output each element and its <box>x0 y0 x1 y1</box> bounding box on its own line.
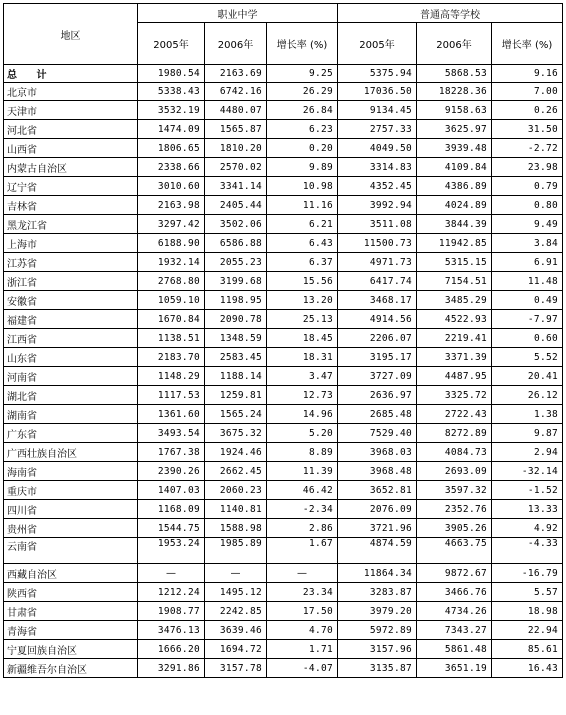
vocational-growth-cell: -4.07 <box>267 659 338 678</box>
region-cell: 云南省 <box>4 538 138 564</box>
higher-2005-cell: 4352.45 <box>338 177 417 196</box>
higher-2006-cell: 8272.89 <box>417 424 492 443</box>
vocational-2006-cell: 1810.20 <box>205 139 267 158</box>
table-row <box>4 215 563 234</box>
vocational-2006-cell: 1565.87 <box>205 120 267 139</box>
table-row <box>4 139 563 158</box>
table-row <box>4 177 563 196</box>
vocational-2005-cell: 1117.53 <box>138 386 205 405</box>
vocational-growth-cell: 13.20 <box>267 291 338 310</box>
region-cell: 河北省 <box>4 120 138 139</box>
higher-2005-cell: 3721.96 <box>338 519 417 538</box>
vocational-2005-cell: 1148.29 <box>138 367 205 386</box>
higher-2006-cell: 9158.63 <box>417 101 492 120</box>
higher-growth-cell: 85.61 <box>492 640 563 659</box>
higher-2006-cell: 3597.32 <box>417 481 492 500</box>
region-cell: 宁夏回族自治区 <box>4 640 138 659</box>
higher-growth-cell: 22.94 <box>492 621 563 640</box>
higher-2005-cell: 3511.08 <box>338 215 417 234</box>
vocational-2006-cell: 1694.72 <box>205 640 267 659</box>
vocational-growth-cell: 26.84 <box>267 101 338 120</box>
vocational-2006-cell: 1348.59 <box>205 329 267 348</box>
higher-growth-cell: 1.38 <box>492 405 563 424</box>
region-cell: 湖南省 <box>4 405 138 424</box>
vocational-2005-cell: — <box>138 564 205 583</box>
vocational-2006-cell: 1985.89 <box>205 538 267 564</box>
higher-2005-cell: 3283.87 <box>338 583 417 602</box>
vocational-2006-cell: 3341.14 <box>205 177 267 196</box>
higher-growth-cell: 6.91 <box>492 253 563 272</box>
region-cell: 上海市 <box>4 234 138 253</box>
vocational-growth-cell: 6.21 <box>267 215 338 234</box>
header-vocational-2005: 2005年 <box>138 23 205 65</box>
higher-2005-cell: 2685.48 <box>338 405 417 424</box>
higher-growth-cell: 13.33 <box>492 500 563 519</box>
higher-2006-cell: 4663.75 <box>417 538 492 564</box>
higher-2006-cell: 3371.39 <box>417 348 492 367</box>
table-row <box>4 462 563 481</box>
higher-2005-cell: 3979.20 <box>338 602 417 621</box>
vocational-2005-cell: 1138.51 <box>138 329 205 348</box>
vocational-2005-cell: 2768.80 <box>138 272 205 291</box>
table-row <box>4 83 563 101</box>
higher-2006-cell: 4084.73 <box>417 443 492 462</box>
vocational-2005-cell: 3476.13 <box>138 621 205 640</box>
vocational-growth-cell: 5.20 <box>267 424 338 443</box>
vocational-2006-cell: 1188.14 <box>205 367 267 386</box>
higher-growth-cell: -4.33 <box>492 538 563 564</box>
vocational-growth-cell: 11.39 <box>267 462 338 481</box>
higher-growth-cell: 16.43 <box>492 659 563 678</box>
higher-2006-cell: 4024.89 <box>417 196 492 215</box>
vocational-growth-cell: 6.43 <box>267 234 338 253</box>
higher-2005-cell: 3652.81 <box>338 481 417 500</box>
higher-2005-cell: 4971.73 <box>338 253 417 272</box>
higher-2005-cell: 3135.87 <box>338 659 417 678</box>
region-cell: 福建省 <box>4 310 138 329</box>
table-row <box>4 291 563 310</box>
higher-2006-cell: 2352.76 <box>417 500 492 519</box>
vocational-2006-cell: — <box>205 564 267 583</box>
higher-growth-cell: 0.26 <box>492 101 563 120</box>
table-row <box>4 272 563 291</box>
higher-2005-cell: 2206.07 <box>338 329 417 348</box>
vocational-growth-cell: -2.34 <box>267 500 338 519</box>
vocational-2005-cell: 1212.24 <box>138 583 205 602</box>
vocational-2005-cell: 1932.14 <box>138 253 205 272</box>
table-row <box>4 158 563 177</box>
higher-growth-cell: 9.49 <box>492 215 563 234</box>
higher-2006-cell: 4734.26 <box>417 602 492 621</box>
vocational-growth-cell: 3.47 <box>267 367 338 386</box>
vocational-growth-cell: 18.45 <box>267 329 338 348</box>
expenditure-table <box>3 3 563 678</box>
vocational-2006-cell: 2090.78 <box>205 310 267 329</box>
higher-growth-cell: 20.41 <box>492 367 563 386</box>
vocational-2006-cell: 1140.81 <box>205 500 267 519</box>
higher-2006-cell: 3485.29 <box>417 291 492 310</box>
vocational-growth-cell: 6.37 <box>267 253 338 272</box>
table-row <box>4 500 563 519</box>
higher-2005-cell: 6417.74 <box>338 272 417 291</box>
higher-growth-cell: -7.97 <box>492 310 563 329</box>
region-cell: 安徽省 <box>4 291 138 310</box>
region-cell: 广东省 <box>4 424 138 443</box>
vocational-2006-cell: 2055.23 <box>205 253 267 272</box>
region-cell: 北京市 <box>4 83 138 101</box>
region-cell: 重庆市 <box>4 481 138 500</box>
region-cell: 内蒙古自治区 <box>4 158 138 177</box>
vocational-growth-cell: 18.31 <box>267 348 338 367</box>
region-cell: 湖北省 <box>4 386 138 405</box>
vocational-growth-cell: 17.50 <box>267 602 338 621</box>
header-vocational-2006: 2006年 <box>205 23 267 65</box>
vocational-growth-cell: 26.29 <box>267 83 338 101</box>
region-cell: 广西壮族自治区 <box>4 443 138 462</box>
header-higher-growth: 增长率 (%) <box>492 23 563 65</box>
region-cell: 河南省 <box>4 367 138 386</box>
vocational-2006-cell: 2242.85 <box>205 602 267 621</box>
higher-2005-cell: 5375.94 <box>338 65 417 83</box>
higher-2005-cell: 17036.50 <box>338 83 417 101</box>
vocational-2005-cell: 2390.26 <box>138 462 205 481</box>
vocational-2005-cell: 3297.42 <box>138 215 205 234</box>
higher-2006-cell: 2219.41 <box>417 329 492 348</box>
table-row <box>4 481 563 500</box>
higher-2006-cell: 2722.43 <box>417 405 492 424</box>
higher-2005-cell: 3468.17 <box>338 291 417 310</box>
header-vocational-school: 职业中学 <box>138 4 338 23</box>
higher-2006-cell: 4522.93 <box>417 310 492 329</box>
vocational-2006-cell: 3639.46 <box>205 621 267 640</box>
vocational-2005-cell: 1953.24 <box>138 538 205 564</box>
higher-growth-cell: -32.14 <box>492 462 563 481</box>
higher-2006-cell: 3905.26 <box>417 519 492 538</box>
vocational-2005-cell: 2183.70 <box>138 348 205 367</box>
vocational-2006-cell: 6742.16 <box>205 83 267 101</box>
higher-growth-cell: 0.60 <box>492 329 563 348</box>
vocational-2005-cell: 1806.65 <box>138 139 205 158</box>
higher-growth-cell: -2.72 <box>492 139 563 158</box>
region-cell: 总 计 <box>4 65 138 83</box>
table-row <box>4 329 563 348</box>
table-row <box>4 310 563 329</box>
vocational-growth-cell: 6.23 <box>267 120 338 139</box>
table-row <box>4 234 563 253</box>
region-cell: 新疆维吾尔自治区 <box>4 659 138 678</box>
higher-2006-cell: 7343.27 <box>417 621 492 640</box>
higher-2005-cell: 2076.09 <box>338 500 417 519</box>
vocational-growth-cell: 9.25 <box>267 65 338 83</box>
header-higher-education: 普通高等学校 <box>338 4 563 23</box>
vocational-growth-cell: 12.73 <box>267 386 338 405</box>
vocational-growth-cell: 14.96 <box>267 405 338 424</box>
table-row <box>4 196 563 215</box>
vocational-2005-cell: 1059.10 <box>138 291 205 310</box>
higher-2006-cell: 9872.67 <box>417 564 492 583</box>
higher-growth-cell: 5.57 <box>492 583 563 602</box>
vocational-2006-cell: 2405.44 <box>205 196 267 215</box>
region-cell: 甘肃省 <box>4 602 138 621</box>
higher-growth-cell: 11.48 <box>492 272 563 291</box>
vocational-2006-cell: 1495.12 <box>205 583 267 602</box>
region-cell: 海南省 <box>4 462 138 481</box>
vocational-2006-cell: 1259.81 <box>205 386 267 405</box>
vocational-2006-cell: 2060.23 <box>205 481 267 500</box>
vocational-2005-cell: 2163.98 <box>138 196 205 215</box>
higher-2006-cell: 4487.95 <box>417 367 492 386</box>
region-cell: 天津市 <box>4 101 138 120</box>
vocational-growth-cell: 1.71 <box>267 640 338 659</box>
vocational-2006-cell: 3157.78 <box>205 659 267 678</box>
higher-2005-cell: 2757.33 <box>338 120 417 139</box>
vocational-2005-cell: 1407.03 <box>138 481 205 500</box>
higher-2005-cell: 4914.56 <box>338 310 417 329</box>
vocational-growth-cell: 46.42 <box>267 481 338 500</box>
vocational-2005-cell: 2338.66 <box>138 158 205 177</box>
higher-growth-cell: 0.79 <box>492 177 563 196</box>
higher-2006-cell: 3939.48 <box>417 139 492 158</box>
table-row <box>4 120 563 139</box>
higher-growth-cell: 0.49 <box>492 291 563 310</box>
higher-growth-cell: 0.80 <box>492 196 563 215</box>
higher-2005-cell: 7529.40 <box>338 424 417 443</box>
vocational-2006-cell: 3199.68 <box>205 272 267 291</box>
vocational-2006-cell: 1565.24 <box>205 405 267 424</box>
vocational-2006-cell: 2583.45 <box>205 348 267 367</box>
table-row <box>4 424 563 443</box>
region-cell: 贵州省 <box>4 519 138 538</box>
vocational-2005-cell: 3291.86 <box>138 659 205 678</box>
higher-2006-cell: 3325.72 <box>417 386 492 405</box>
table-row <box>4 519 563 538</box>
higher-2005-cell: 2636.97 <box>338 386 417 405</box>
vocational-growth-cell: 2.86 <box>267 519 338 538</box>
table-row-total <box>4 65 563 83</box>
region-cell: 陕西省 <box>4 583 138 602</box>
header-vocational-growth: 增长率 (%) <box>267 23 338 65</box>
vocational-growth-cell: — <box>267 564 338 583</box>
higher-2005-cell: 4049.50 <box>338 139 417 158</box>
region-cell: 江西省 <box>4 329 138 348</box>
table-row <box>4 659 563 678</box>
table-row <box>4 640 563 659</box>
vocational-2006-cell: 4480.07 <box>205 101 267 120</box>
higher-growth-cell: 9.16 <box>492 65 563 83</box>
higher-growth-cell: -16.79 <box>492 564 563 583</box>
vocational-2005-cell: 1670.84 <box>138 310 205 329</box>
vocational-growth-cell: 1.67 <box>267 538 338 564</box>
higher-2006-cell: 18228.36 <box>417 83 492 101</box>
higher-growth-cell: 31.50 <box>492 120 563 139</box>
higher-2006-cell: 2693.09 <box>417 462 492 481</box>
region-cell: 浙江省 <box>4 272 138 291</box>
table-row <box>4 405 563 424</box>
vocational-2005-cell: 1980.54 <box>138 65 205 83</box>
vocational-2005-cell: 1908.77 <box>138 602 205 621</box>
higher-2006-cell: 11942.85 <box>417 234 492 253</box>
region-cell: 青海省 <box>4 621 138 640</box>
vocational-growth-cell: 11.16 <box>267 196 338 215</box>
vocational-2005-cell: 1474.09 <box>138 120 205 139</box>
higher-2005-cell: 3157.96 <box>338 640 417 659</box>
higher-2006-cell: 5861.48 <box>417 640 492 659</box>
table-row <box>4 602 563 621</box>
higher-2005-cell: 4874.59 <box>338 538 417 564</box>
header-higher-2005: 2005年 <box>338 23 417 65</box>
header-region: 地区 <box>4 4 138 65</box>
table-row <box>4 348 563 367</box>
vocational-2005-cell: 1168.09 <box>138 500 205 519</box>
higher-2005-cell: 3968.48 <box>338 462 417 481</box>
higher-2006-cell: 3651.19 <box>417 659 492 678</box>
vocational-2005-cell: 1666.20 <box>138 640 205 659</box>
higher-2005-cell: 3992.94 <box>338 196 417 215</box>
vocational-growth-cell: 9.89 <box>267 158 338 177</box>
vocational-2006-cell: 1198.95 <box>205 291 267 310</box>
higher-2006-cell: 3625.97 <box>417 120 492 139</box>
higher-2005-cell: 3727.09 <box>338 367 417 386</box>
higher-growth-cell: 5.52 <box>492 348 563 367</box>
vocational-2005-cell: 3532.19 <box>138 101 205 120</box>
vocational-2006-cell: 3502.06 <box>205 215 267 234</box>
vocational-2005-cell: 1361.60 <box>138 405 205 424</box>
higher-2006-cell: 5868.53 <box>417 65 492 83</box>
region-cell: 吉林省 <box>4 196 138 215</box>
vocational-growth-cell: 10.98 <box>267 177 338 196</box>
region-cell: 山西省 <box>4 139 138 158</box>
higher-2006-cell: 5315.15 <box>417 253 492 272</box>
higher-growth-cell: 9.87 <box>492 424 563 443</box>
higher-2005-cell: 5972.89 <box>338 621 417 640</box>
higher-growth-cell: 2.94 <box>492 443 563 462</box>
region-cell: 辽宁省 <box>4 177 138 196</box>
table-row <box>4 621 563 640</box>
higher-2005-cell: 3195.17 <box>338 348 417 367</box>
vocational-2006-cell: 2570.02 <box>205 158 267 177</box>
region-cell: 江苏省 <box>4 253 138 272</box>
vocational-2006-cell: 1924.46 <box>205 443 267 462</box>
vocational-2005-cell: 3010.60 <box>138 177 205 196</box>
higher-growth-cell: 18.98 <box>492 602 563 621</box>
higher-2006-cell: 4386.89 <box>417 177 492 196</box>
higher-2006-cell: 3844.39 <box>417 215 492 234</box>
table-row <box>4 367 563 386</box>
higher-growth-cell: 23.98 <box>492 158 563 177</box>
vocational-2006-cell: 2163.69 <box>205 65 267 83</box>
vocational-2006-cell: 6586.88 <box>205 234 267 253</box>
region-cell: 黑龙江省 <box>4 215 138 234</box>
vocational-growth-cell: 15.56 <box>267 272 338 291</box>
table-row <box>4 253 563 272</box>
vocational-2006-cell: 1588.98 <box>205 519 267 538</box>
vocational-growth-cell: 8.89 <box>267 443 338 462</box>
higher-growth-cell: 3.84 <box>492 234 563 253</box>
table-row <box>4 583 563 602</box>
vocational-2006-cell: 3675.32 <box>205 424 267 443</box>
higher-growth-cell: 7.00 <box>492 83 563 101</box>
vocational-growth-cell: 0.20 <box>267 139 338 158</box>
vocational-2005-cell: 1544.75 <box>138 519 205 538</box>
region-cell: 四川省 <box>4 500 138 519</box>
higher-2005-cell: 11864.34 <box>338 564 417 583</box>
vocational-2005-cell: 3493.54 <box>138 424 205 443</box>
header-higher-2006: 2006年 <box>417 23 492 65</box>
region-cell: 西藏自治区 <box>4 564 138 583</box>
vocational-2005-cell: 5338.43 <box>138 83 205 101</box>
vocational-2005-cell: 1767.38 <box>138 443 205 462</box>
vocational-growth-cell: 23.34 <box>267 583 338 602</box>
higher-growth-cell: 26.12 <box>492 386 563 405</box>
table-row <box>4 443 563 462</box>
higher-2006-cell: 4109.84 <box>417 158 492 177</box>
vocational-2005-cell: 6188.90 <box>138 234 205 253</box>
higher-2006-cell: 7154.51 <box>417 272 492 291</box>
higher-2005-cell: 3968.03 <box>338 443 417 462</box>
table-row <box>4 386 563 405</box>
higher-growth-cell: -1.52 <box>492 481 563 500</box>
table-body <box>4 65 563 678</box>
higher-2006-cell: 3466.76 <box>417 583 492 602</box>
region-cell: 山东省 <box>4 348 138 367</box>
higher-growth-cell: 4.92 <box>492 519 563 538</box>
table-row <box>4 101 563 120</box>
higher-2005-cell: 3314.83 <box>338 158 417 177</box>
vocational-2006-cell: 2662.45 <box>205 462 267 481</box>
vocational-growth-cell: 25.13 <box>267 310 338 329</box>
table-row <box>4 538 563 564</box>
vocational-growth-cell: 4.70 <box>267 621 338 640</box>
higher-2005-cell: 11500.73 <box>338 234 417 253</box>
higher-2005-cell: 9134.45 <box>338 101 417 120</box>
table-row <box>4 564 563 583</box>
